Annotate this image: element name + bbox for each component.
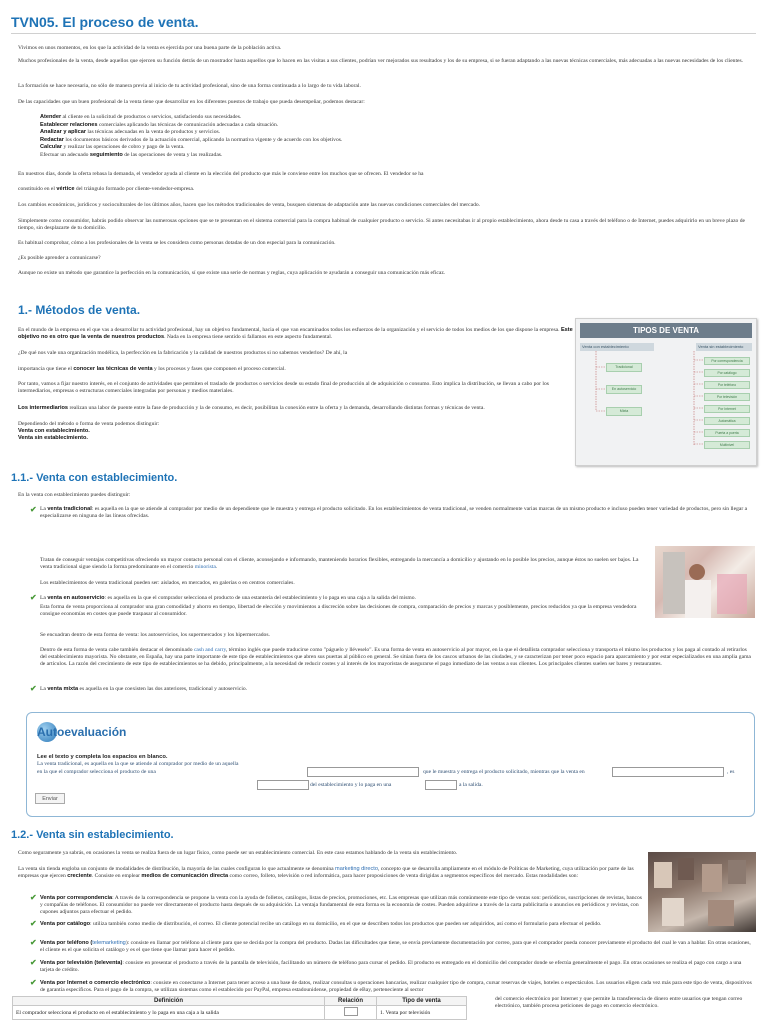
cap-item: Atender al cliente en la solicitud de productos o servicios, satisfaciendo sus necesidades. <box>40 114 242 120</box>
assessment-line-2: en la que el comprador selecciona el producto de una <box>37 769 156 775</box>
s1-p4: Por tanto, vamos a fijar nuestro interés, en el conjunto de actividades que permiten el traslado de productos o servicios desde su estado final de producción al de adquisición o consumo. Esto implica la distribución, se llevan a cabo por los intermediarios, empresas o estructuras comerciales integradas por personas y medios materiales. <box>18 381 549 394</box>
check-icon: ✔ <box>30 938 37 947</box>
s12-item-catalog: Venta por catálogo: utiliza también como medio de distribución, el correo. El cliente potencial recibe un catálogo en su domicilio, en el que se describen todos los productos que pueden ser adquiridos, así como el formulario para efectuar el pedido. <box>40 921 602 927</box>
table-cell-definition: El comprador selecciona el producto en el establecimiento y lo paga en una caja a la salida <box>13 1006 325 1020</box>
matching-table <box>12 996 467 1020</box>
intro-p2: Muchos profesionales de la venta, desde aquellos que ejercen su función detrás de un mostrador hasta aquellos que lo hacen en las visitas a sus clientes, podrían ver mejorados sus resultados y los de su empresa, si se fueran adaptando a las nuevas técnicas comerciales, más adecuadas a las nuevas necesidades de los clientes. <box>18 58 744 64</box>
s12-item-telephone: Venta por teléfono (telemarketing): consiste en llamar por teléfono al cliente para que se decida por la compra del producto. Dadas las dificultades que tiene, se envía previamente documentación por correo, para que el comprador pueda conocer previamente el producto del cual le van a hablar. En otras ocasiones, el cliente es el que solicita el catálogo y es el que tiene que llamar para hacer el pedido. <box>40 940 751 953</box>
intro-p7: Los cambios económicos, jurídicos y socioculturales de los últimos años, hacen que los métodos tradicionales de venta, busquen sistemas de adaptación ante las nuevas condiciones comerciales del mercado. <box>18 202 481 208</box>
assessment-line-1: La venta tradicional, es aquella en la que se atiende al comprador por medio de un aquella <box>37 761 239 767</box>
cap-item: Analizar y aplicar las técnicas adecuadas en la venta de productos y servicios. <box>40 129 221 136</box>
sales-types-diagram <box>575 318 757 466</box>
check-icon: ✔ <box>30 919 37 928</box>
blank-input-4[interactable] <box>425 780 457 790</box>
intro-p1: Vivimos en unos momentos, en los que la actividad de la venta es ejercida por una buena parte de la población activa. <box>18 45 282 51</box>
intro-p6: constituido en el vértice del triángulo formado por cliente-vendedor-empresa. <box>18 186 195 192</box>
capabilities-list <box>40 114 730 160</box>
products-shape <box>717 574 747 614</box>
s11-p3: Los establecimientos de venta tradicional pueden ser: aislados, en mercados, en galerías o en centros comerciales. <box>40 580 295 586</box>
section-1-1-title: 1.1.- Venta con establecimiento. <box>11 472 178 484</box>
person-body-shape <box>685 580 711 618</box>
assessment-instructions: Lee el texto y completa los espacios en blanco. <box>37 754 168 760</box>
s11-item-selfservice: La venta en autoservicio: es aquella en la que el comprador selecciona el producto de una estantería del establecimiento y lo paga en una caja a la salida del mismo. <box>40 595 416 601</box>
intro-p8: Simplemente como consumidor, habrás podido observar las numerosas opciones que se te presentan en el sistema comercial para la compra habitual de cualquier producto o servicio. Si antes necesitabas ir al propio establecimiento, ahora desde tu casa a través del teléfono o de Internet, puedes adquirirlo en un breve plazo de tiempo, sin desplazarte de tu domicilio. <box>18 218 746 231</box>
diagram-right-node: Por televisión <box>704 393 750 401</box>
s12-side-text: del comercio electrónico por Internet y que permite la transferencia de dinero entre usuarios que tengan correo electrónico, también procesa peticiones de pago en comercio electrónico. <box>495 996 743 1009</box>
assessment-mid-1: que le muestra y entrega el producto solicitado, mientras que la venta en <box>423 769 585 775</box>
diagram-right-head: Venta sin establecimiento <box>696 343 752 351</box>
assessment-title: Autoevaluación <box>37 725 127 739</box>
cap-item: Efectuar un adecuado seguimiento de las operaciones de venta y las realizadas. <box>40 151 223 158</box>
bag-shape <box>702 864 722 892</box>
s1-p1: En el mundo de la empresa en el que vas a desarrollar tu actividad profesional, hay un objetivo fundamental, hacia el que van encaminados todos los esfuerzos de la organización y el servicio de todos los medios de los que dispone la empresa. Este objetivo no es otro que la venta de nuestros productos. Nada en la empresa tiene sentido si fallamos en este aspecto fundamental. <box>18 327 573 340</box>
diagram-right-node: Multinivel <box>704 441 750 449</box>
s11-p0: En la venta con establecimiento puedes distinguir: <box>18 492 131 498</box>
diagram-right-node: Por Internet <box>704 405 750 413</box>
diagram-left-node: En autoservicio <box>606 385 642 394</box>
shelf-shape <box>663 552 685 614</box>
check-icon: ✔ <box>30 684 37 693</box>
self-assessment-box <box>26 712 755 817</box>
table-header-type: Tipo de venta <box>377 997 467 1006</box>
title-divider <box>11 33 756 34</box>
s11-p4: Esta forma de venta proporciona al comprador una gran comodidad y ahorro en tiempo, libertad de elección y movimientos a discreción sobre las decisiones de compra, comparación de precios y marcas y posiblemente, precios reducidos ya que la empresa vendedora consigue economías en costes que puede traspasar al consumidor. <box>40 604 637 617</box>
s11-p6: Dentro de esta forma de venta cabe también destacar el denominado cash and carry, término inglés que puede traducirse como "páguelo y lléveselo". Es una forma de venta en autoservicio al por mayor, en la que el detallista comprador selecciona y transporta el mismo los productos y los paga al contado al retirarlos del establecimiento mayorista. No obstante, en España, hay una parte importante de este tipo de establecimientos que abren sus puertas al público en general. Se sitúan fuera de los cascos urbanos de las ciudades, y se caracterizan por tener poco espacio para aparcamiento y por estar especializados en una amplia gama de artículos. La razón del crecimiento de este tipo de establecimientos se ha debido, principalmente, a la necesidad de reducir costes y al interés de los mayoristas de asegurarse el pago inmediato de las ventas a sus clientes. Los principales clientes suelen ser bares y restaurantes. <box>40 647 751 667</box>
intro-p4: De las capacidades que un buen profesional de la venta tiene que desarrollar en los diferentes puestos de trabajo que pueda desempeñar, podemos destacar: <box>18 99 365 105</box>
s11-p5: Se encuadran dentro de esta forma de venta: los autoservicios, los supermercados y los hipermercados. <box>40 632 270 638</box>
diagram-left-node: Mixta <box>606 407 642 416</box>
diagram-left-head: Venta con establecimiento <box>580 343 654 351</box>
assessment-end-2: a la salida. <box>459 782 483 788</box>
table-cell-relation <box>325 1006 377 1020</box>
diagram-connectors <box>576 319 756 465</box>
s12-p1: Como seguramente ya sabrás, en ocasiones la venta se realiza fuera de un lugar físico, como puede ser un establecimiento comercial. En este caso estamos hablando de la venta sin establecimiento. <box>18 850 458 856</box>
diagram-right-node: Por correspondencia <box>704 357 750 365</box>
diagram-right-node: Automática <box>704 417 750 425</box>
assessment-mid-2: del establecimiento y lo paga en una <box>310 782 392 788</box>
bag-shape <box>728 860 746 884</box>
person-head-shape <box>689 564 705 580</box>
s12-item-correspondence: Venta por correspondencia: A través de la correspondencia se propone la venta con la ayuda de folletos, catálogos, listas de precios, promociones, etc. Las empresas que utilizan más comúnmente este tipo de ventas son: periódicos, suscripciones de revistas, bancos y compañías de teléfonos. El consumidor no puede ver directamente el producto hasta después de su adquisición. La ventaja fundamental de esta forma es la economía de costes. Pueden adquirirse a través de la carta publicitaria o anuncios en periódicos y revistas, con cupones adjuntos para efectuar el pedido. <box>40 895 642 915</box>
intro-p9: Es habitual comprobar, cómo a los profesionales de la venta se les considera como personas dotadas de un don especial para la comunicación. <box>18 240 336 246</box>
s1-p5: Los intermediarios realizan una labor de puente entre la fase de producción y la de consumo, es decir, posibilitan la conexión entre la oferta y la demanda, desarrollando distintas formas y técnicas de venta. <box>18 405 485 411</box>
section-1-2-title: 1.2.- Venta sin establecimiento. <box>11 829 174 841</box>
cap-item: Redactar los documentos básicos derivados de la actuación comercial, aplicando la normativa vigente y de acuerdo con los objetivos. <box>40 136 343 143</box>
assessment-end-1: , es <box>727 769 735 775</box>
s1-list-1: Venta con establecimiento. <box>18 428 90 434</box>
diagram-right-node: Por catálogo <box>704 369 750 377</box>
table-header-relation: Relación <box>325 997 377 1006</box>
table-cell-type: 1. Venta por televisión <box>377 1006 467 1020</box>
store-photo <box>655 546 755 618</box>
intro-p5: En nuestros días, donde la oferta rebasa la demanda, el vendedor ayuda al cliente en la elección del producto que más le conviene entre los muchos que se ofrecen. El vendedor se ha <box>18 171 424 177</box>
s11-p2: Tratan de conseguir ventajas competitivas ofreciendo un mayor contacto personal con el cliente, aconsejando e informando, manteniendo horarios flexibles, entregando la mercancía a domicilio y ajustando en lo posible los precios, aunque éstos no suelen ser bajos. La venta tradicional sigue siendo la forma predominante en el comercio minorista. <box>40 557 639 570</box>
table-row <box>13 1006 467 1020</box>
check-icon: ✔ <box>30 893 37 902</box>
page-title: TVN05. El proceso de venta. <box>11 14 199 30</box>
blank-input-2[interactable] <box>612 767 724 777</box>
diagram-right-node: Por teléfono <box>704 381 750 389</box>
s1-p6: Dependiendo del método o forma de venta podemos distinguir: <box>18 421 160 427</box>
cap-item: Calcular y realizar las operaciones de cobro y pago de la venta. <box>40 144 185 151</box>
check-icon: ✔ <box>30 958 37 967</box>
cap-item: Establecer relaciones comerciales aplicando las técnicas de comunicación adecuadas a cada situación. <box>40 121 279 128</box>
diagram-right-node: Puerta a puerta <box>704 429 750 437</box>
s12-item-internet: Venta por Internet o comercio electrónico: consiste en conectarse a Internet para tener acceso a una base de datos, realizar consultas u operaciones bancarias, realizar cualquier tipo de compra, cursar reservas de viajes, hoteles o espectáculos. Los usuarios eligen cada vez más para este tipo de venta, dispositivos de garantía específicos. Para el pago de la compra, se utilizan sistemas como el establecido por PayPal, empresa estadounidense, propiedad de eBay, perteneciente al sector <box>40 980 752 993</box>
bag-shape <box>654 862 672 888</box>
blank-input-1[interactable] <box>307 767 419 777</box>
table-header-definition: Definición <box>13 997 325 1006</box>
s12-p2: La venta sin tienda engloba un conjunto de modalidades de distribución, la mayoría de las cuales configuran lo que actualmente se denomina marketing directo, concepto que se desarrolla ampliamente en el módulo de Políticas de Marketing, cuya utilización por parte de las empresas que ejercen creciente. Consiste en emplear medios de comunicación directa como correo, folleto, televisión o red informática, para hacer proposiciones de venta dirigidas a segmentos específicos del mercado. Estas modalidades son: <box>18 866 634 879</box>
s1-p3: importancia que tiene el conocer las técnicas de venta y los procesos y fases que componen el proceso comercial. <box>18 366 286 372</box>
market-photo <box>648 852 756 932</box>
submit-button[interactable]: Enviar <box>35 793 65 804</box>
diagram-left-node: Tradicional <box>606 363 642 372</box>
check-icon: ✔ <box>30 978 37 987</box>
intro-p10: ¿Es posible aprender a comunicarse? <box>18 255 101 261</box>
s11-item-mixed: La venta mixta es aquella en la que coexisten las dos anteriores, tradicional y autoservicio. <box>40 686 248 692</box>
s12-item-television: Venta por televisión (televenta): consiste en presentar el producto a través de la pantalla de televisión, facilitando un número de teléfono para cursar el pedido. El producto es entregado en el domicilio del comprador donde se efectúa generalmente el pago. En otras ocasiones se realiza el pago con cargo a una tarjeta de crédito. <box>40 960 742 973</box>
blank-input-3[interactable] <box>257 780 309 790</box>
check-icon: ✔ <box>30 505 37 514</box>
s11-item-traditional: La venta tradicional: es aquella en la que se atiende al comprador por medio de un dependiente que le muestra y entrega el producto solicitado. En los establecimientos de venta tradicional, se venden normalmente varias marcas de un mismo producto e incluso pueden tener variedad de productos, pero sin llegar a especializarse en ninguna de las líneas ofrecidas. <box>40 506 748 519</box>
intro-p3: La formación se hace necesaria, no sólo de manera previa al inicio de tu actividad profesional, sino de una forma continuada a lo largo de tu vida laboral. <box>18 83 361 89</box>
relation-input[interactable] <box>344 1007 358 1016</box>
s1-list-2: Venta sin establecimiento. <box>18 435 88 441</box>
bag-shape <box>678 858 694 880</box>
diagram-title: TIPOS DE VENTA <box>580 323 752 338</box>
intro-p11: Aunque no existe un método que garantice la perfección en la comunicación, sí que existe una serie de normas y reglas, cuya aplicación te ayudarán a conseguir una comunicación más eficaz. <box>18 270 446 276</box>
s1-p2: ¿De qué nos vale una organización modélica, la perfección en la fabricación y la calidad de nuestros productos si no sabemos venderlos? De ahí, la <box>18 350 348 356</box>
section-1-title: 1.- Métodos de venta. <box>18 303 141 317</box>
check-icon: ✔ <box>30 593 37 602</box>
